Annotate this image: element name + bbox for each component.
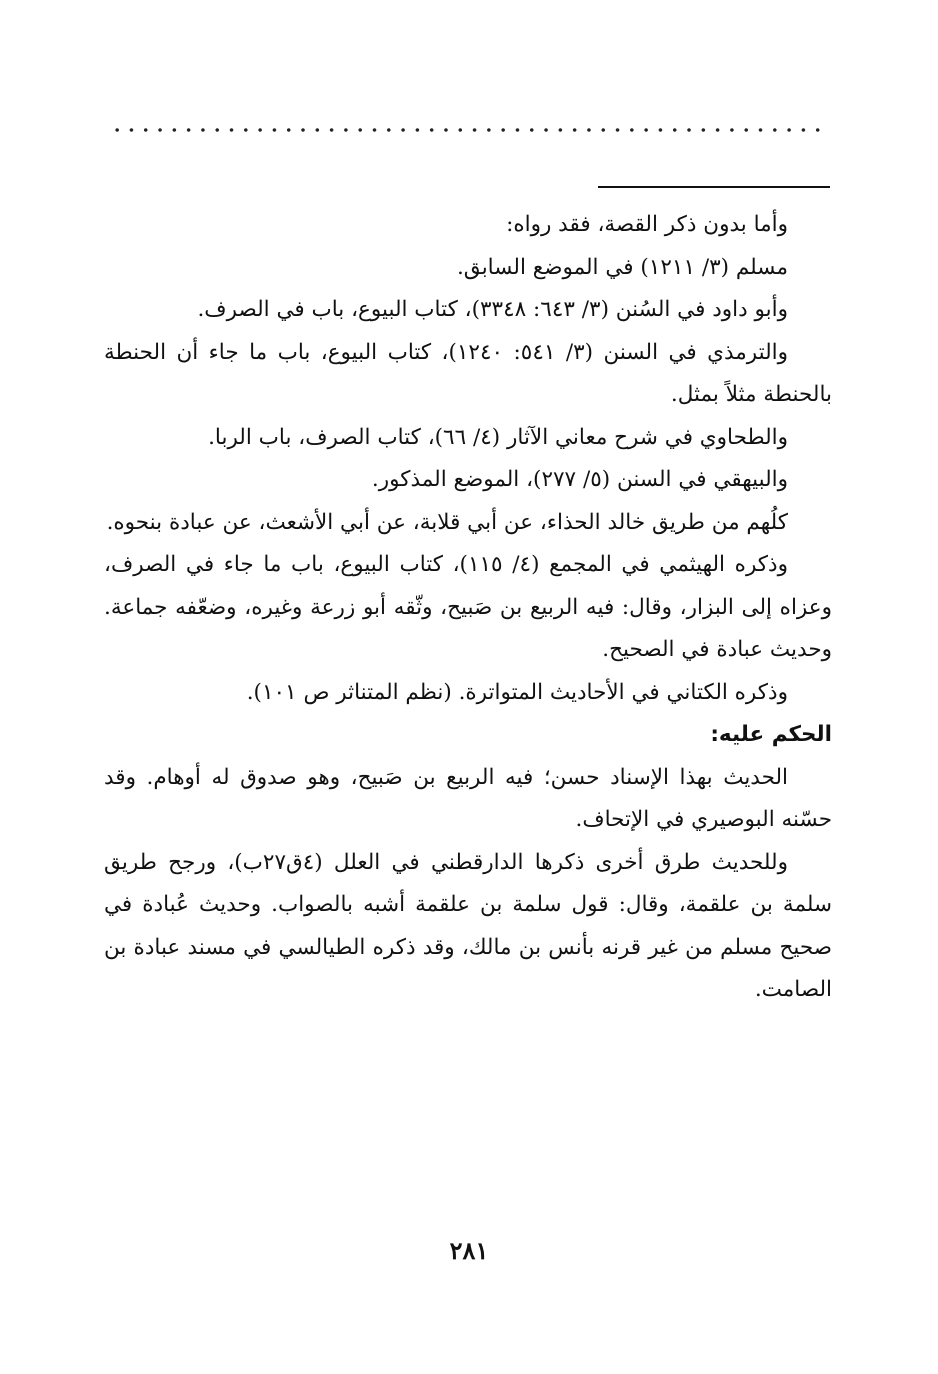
ruling-heading: الحكم عليه: — [710, 722, 832, 747]
paragraph-haythami: وذكره الهيثمي في المجمع (٤/ ١١٥)، كتاب البيوع، باب ما جاء في الصرف، وعزاه إلى البزار، وقال: فيه الربيع بن صَبيح، وثّقه أبو زرعة وغيره، وضعّفه جماعة. وحديث عبادة في الصحيح. — [104, 552, 832, 662]
paragraph-other-routes: وللحديث طرق أخرى ذكرها الدارقطني في العلل (٤ق٢٧ب)، ورجح طريق سلمة بن علقمة، وقال: قول سلمة بن علقمة أشبه بالصواب. وحديث عُبادة في صحيح مسلم من غير قرنه بأنس بن مالك، وقد ذكره الطيالسي في مسند عبادة بن الصامت. — [104, 849, 832, 1002]
dotted-separator — [110, 126, 830, 134]
paragraph-abu-dawud: وأبو داود في السُنن (٣/ ٦٤٣: ٣٣٤٨)، كتاب البيوع، باب في الصرف. — [197, 297, 788, 322]
paragraph-intro: وأما بدون ذكر القصة، فقد رواه: — [506, 212, 788, 237]
paragraph-chain: كلُهم من طريق خالد الحذاء، عن أبي قلابة، عن أبي الأشعث، عن عبادة بنحوه. — [106, 509, 788, 535]
footnote-rule — [598, 186, 830, 188]
paragraph-muslim: مسلم (٣/ ١٢١١) في الموضع السابق. — [456, 254, 788, 280]
paragraph-ruling: الحديث بهذا الإسناد حسن؛ فيه الربيع بن صَبيح، وهو صدوق له أوهام. وقد حسّنه البوصيري في الإتحاف. — [104, 764, 832, 832]
paragraph-bayhaqi: والبيهقي في السنن (٥/ ٢٧٧)، الموضع المذكور. — [371, 467, 788, 492]
paragraph-tirmidhi: والترمذي في السنن (٣/ ٥٤١: ١٢٤٠)، كتاب البيوع، باب ما جاء أن الحنطة بالحنطة مثلاً بمثل. — [104, 339, 832, 407]
page-text — [104, 204, 832, 1012]
paragraph-tahawi: والطحاوي في شرح معاني الآثار (٤/ ٦٦)، كتاب الصرف، باب الربا. — [208, 424, 788, 450]
paragraph-kattani: وذكره الكتاني في الأحاديث المتواترة. (نظم المتناثر ص ١٠١). — [246, 679, 788, 705]
page-number: ٢٨١ — [449, 1236, 489, 1265]
